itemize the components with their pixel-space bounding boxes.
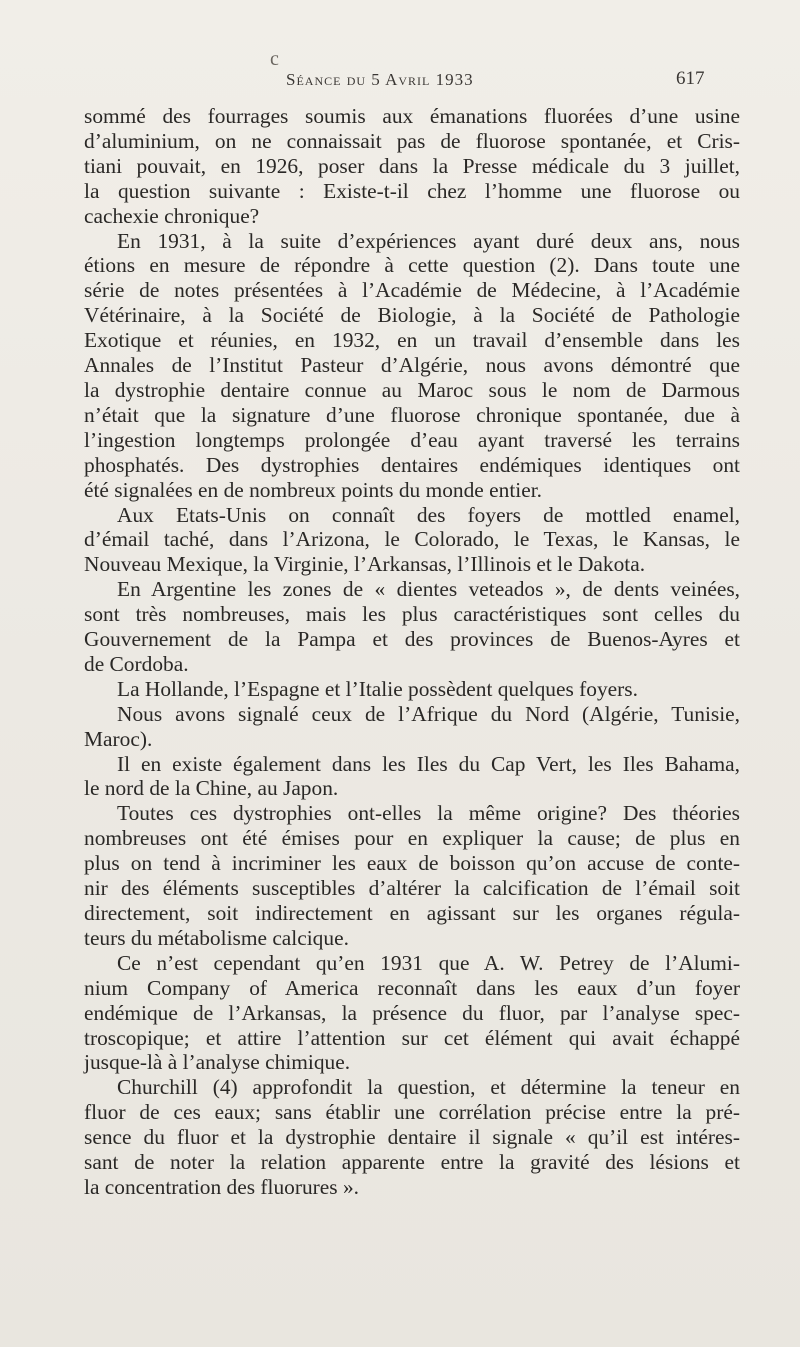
text-line: n’était que la signature d’une fluorose chronique spontanée, due à <box>84 402 740 427</box>
paragraph <box>84 577 740 677</box>
paragraph <box>84 801 740 950</box>
text-line: sant de noter la relation apparente entre la gravité des lésions et <box>84 1150 740 1175</box>
text-line: série de notes présentées à l’Académie de Médecine, à l’Académie <box>84 278 740 303</box>
text-line: Exotique et réunies, en 1932, en un travail d’ensemble dans les <box>84 328 740 353</box>
text-line: de Cordoba. <box>84 651 189 676</box>
text-line: phosphatés. Des dystrophies dentaires endémiques identiques ont <box>84 452 740 477</box>
paragraph <box>84 677 740 702</box>
text-line: sommé des fourrages soumis aux émanations fluorées d’une usine <box>84 104 740 128</box>
text-line: Annales de l’Institut Pasteur d’Algérie, nous avons démontré que <box>84 353 740 378</box>
paragraph <box>84 951 740 1076</box>
text-line: Churchill (4) approfondit la question, et détermine la teneur en <box>117 1075 740 1100</box>
text-line: Nous avons signalé ceux de l’Afrique du Nord (Algérie, Tunisie, <box>117 701 740 726</box>
text-line: La Hollande, l’Espagne et l’Italie possèdent quelques foyers. <box>117 676 638 701</box>
text-line: d’émail taché, dans l’Arizona, le Colorado, le Texas, le Kansas, le <box>84 527 740 552</box>
text-line: d’aluminium, on ne connaissait pas de fluorose spontanée, et Cris- <box>84 128 740 153</box>
text-line: été signalées en de nombreux points du monde entier. <box>84 477 542 502</box>
text-line: teurs du métabolisme calcique. <box>84 925 349 950</box>
margin-mark: c <box>270 48 279 70</box>
text-line: la concentration des fluorures ». <box>84 1174 360 1199</box>
paragraph <box>84 503 740 578</box>
text-line: nombreuses ont été émises pour en expliquer la cause; de plus en <box>84 826 740 851</box>
paragraph <box>84 702 740 752</box>
text-line: sence du fluor et la dystrophie dentaire il signale « qu’il est intéres- <box>84 1125 740 1150</box>
text-line: nium Company of America reconnaît dans les eaux d’un foyer <box>84 975 740 1000</box>
text-line: Ce n’est cependant qu’en 1931 que A. W. Petrey de l’Alumi- <box>117 950 740 975</box>
running-head: Séance du 5 Avril 1933 <box>286 70 474 89</box>
text-line: la question suivante : Existe-t-il chez l’homme une fluorose ou <box>84 178 740 203</box>
text-line: l’ingestion longtemps prolongée d’eau ayant traversé les terrains <box>84 427 740 452</box>
text-line: Aux Etats-Unis on connaît des foyers de mottled enamel, <box>117 502 740 527</box>
text-line: Toutes ces dystrophies ont-elles la même origine? Des théories <box>117 801 740 826</box>
text-line: cachexie chronique? <box>84 203 260 228</box>
page-header <box>0 66 800 94</box>
paragraph <box>84 104 740 229</box>
text-line: jusque-là à l’analyse chimique. <box>84 1050 351 1075</box>
text-line: En 1931, à la suite d’expériences ayant duré deux ans, nous <box>117 228 740 253</box>
text-line: nir des éléments susceptibles d’altérer la calcification de l’émail soit <box>84 876 740 901</box>
text-line: plus on tend à incriminer les eaux de boisson qu’on accuse de conte- <box>84 851 740 876</box>
page-number: 617 <box>676 68 705 89</box>
text-line: le nord de la Chine, au Japon. <box>84 776 339 801</box>
text-line: la dystrophie dentaire connue au Maroc sous le nom de Darmous <box>84 377 740 402</box>
text-line: Vétérinaire, à la Société de Biologie, à la Société de Pathologie <box>84 303 740 328</box>
text-line: Nouveau Mexique, la Virginie, l’Arkansas, l’Illinois et le Dakota. <box>84 552 646 577</box>
paragraph <box>84 1075 740 1200</box>
paragraph <box>84 229 740 503</box>
body-text <box>84 104 740 1200</box>
text-line: directement, soit indirectement en agissant sur les organes régula- <box>84 901 740 925</box>
text-line: fluor de ces eaux; sans établir une corrélation précise entre la pré- <box>84 1100 740 1125</box>
text-line: Maroc). <box>84 726 153 751</box>
text-line: endémique de l’Arkansas, la présence du fluor, par l’analyse spec- <box>84 1000 740 1025</box>
text-line: sont très nombreuses, mais les plus caractéristiques sont celles du <box>84 602 740 627</box>
text-line: Gouvernement de la Pampa et des provinces de Buenos-Ayres et <box>84 627 740 652</box>
paragraph <box>84 752 740 802</box>
text-line: troscopique; et attire l’attention sur cet élément qui avait échappé <box>84 1025 740 1050</box>
text-line: Il en existe également dans les Iles du Cap Vert, les Iles Bahama, <box>117 751 740 776</box>
text-line: étions en mesure de répondre à cette question (2). Dans toute une <box>84 253 740 278</box>
text-line: En Argentine les zones de « dientes veteados », de dents veinées, <box>117 577 740 602</box>
text-line: tiani pouvait, en 1926, poser dans la Presse médicale du 3 juillet, <box>84 153 740 178</box>
